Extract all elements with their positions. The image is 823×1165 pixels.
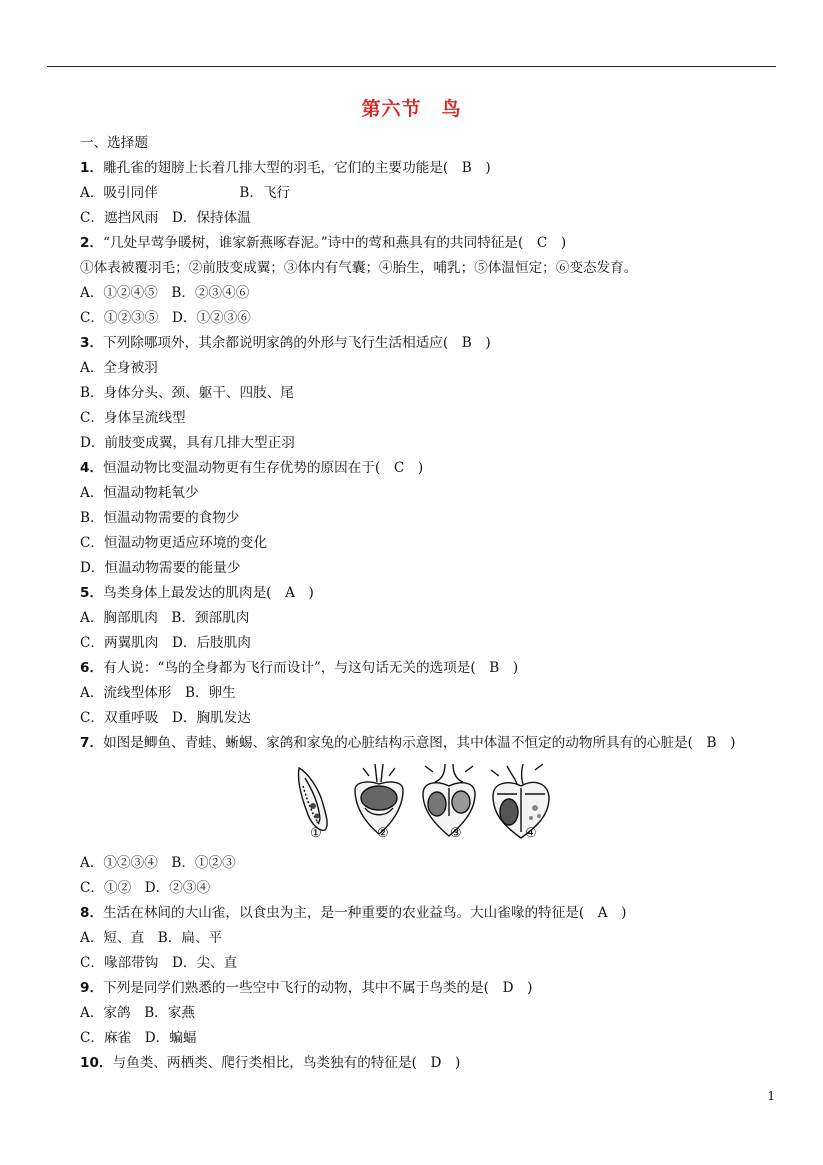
option-line: C．双重呼吸 D．胸肌发达 — [80, 710, 251, 726]
heart-figure — [80, 756, 780, 851]
question-number: 2． — [80, 235, 104, 251]
option-line: C．麻雀 D．蝙蝠 — [80, 1030, 197, 1046]
page-title: 第六节 鸟 — [361, 98, 462, 120]
question-number: 6． — [80, 660, 104, 676]
question-number: 9． — [80, 980, 104, 996]
option-line: A．短、直 B．扁、平 — [80, 930, 223, 946]
option-line: C．遮挡风雨 D．保持体温 — [80, 210, 251, 226]
question-stem — [80, 581, 780, 606]
question-number: 1． — [80, 160, 104, 176]
question-number: 5． — [80, 585, 104, 601]
option-line: C．身体呈流线型 — [80, 410, 186, 426]
lizard-heart-diagram — [423, 764, 475, 836]
question-stem — [80, 231, 780, 256]
question-text: 雕孔雀的翅膀上长着几排大型的羽毛，它们的主要功能是( B ) — [103, 160, 491, 176]
question-stem — [80, 656, 780, 681]
question-number: 7． — [80, 735, 104, 751]
fish-heart-diagram — [298, 768, 327, 830]
option-line: B．恒温动物需要的食物少 — [80, 510, 240, 526]
question-stem — [80, 901, 780, 926]
question-list — [80, 131, 780, 1076]
page-number: 1 — [767, 1089, 775, 1103]
option-line: A．家鸽 B．家燕 — [80, 1005, 195, 1021]
question-text: 如图是鲫鱼、青蛙、蜥蜴、家鸽和家兔的心脏结构示意图，其中体温不恒定的动物所具有的心脏是( B ) — [103, 735, 736, 751]
option-line: D．恒温动物需要的能量少 — [80, 560, 241, 576]
question-text: 鸟类身体上最发达的肌肉是( A ) — [103, 585, 314, 601]
question-text: 下列除哪项外，其余都说明家鸽的外形与飞行生活相适应( B ) — [103, 335, 491, 351]
question-text: 与鱼类、两栖类、爬行类相比，鸟类独有的特征是( D ) — [112, 1055, 461, 1071]
option-line: A．恒温动物耗氧少 — [80, 485, 199, 501]
bird-heart-diagram — [491, 764, 549, 838]
figure-label-1: ① — [310, 826, 322, 841]
option-line: A．流线型体形 B．卵生 — [80, 685, 236, 701]
question-stem — [80, 1051, 780, 1076]
question-text: 下列是同学们熟悉的一些空中飞行的动物，其中不属于鸟类的是( D ) — [103, 980, 533, 996]
option-line: A．吸引同伴 B．飞行 — [80, 185, 291, 201]
question-stem — [80, 331, 780, 356]
question-text: 有人说：“鸟的全身都为飞行而设计”，与这句话无关的选项是( B ) — [103, 660, 519, 676]
figure-label-4: ④ — [525, 826, 537, 841]
option-line: C．喙部带钩 D．尖、直 — [80, 955, 238, 971]
option-line: C．两翼肌肉 D．后肢肌肉 — [80, 635, 251, 651]
question-stem — [80, 731, 780, 756]
question-text: 生活在林间的大山雀，以食虫为主，是一种重要的农业益鸟。大山雀喙的特征是( A ) — [103, 905, 627, 921]
option-line: C．①② D．②③④ — [80, 880, 211, 896]
figure-label-2: ② — [377, 826, 389, 841]
question-text: 恒温动物比变温动物更有生存优势的原因在于( C ) — [103, 460, 424, 476]
option-line: C．①②③⑤ D．①②③⑥ — [80, 310, 251, 326]
option-line: A．全身被羽 — [80, 360, 158, 376]
option-line: A．胸部肌肉 B．颈部肌肉 — [80, 610, 250, 626]
frog-heart-diagram — [355, 764, 403, 834]
figure-label-3: ③ — [450, 826, 462, 841]
question-number: 8． — [80, 905, 104, 921]
header-rule — [47, 66, 776, 67]
statement-line: ①体表被覆羽毛；②前肢变成翼；③体内有气囊；④胎生，哺乳；⑤体温恒定；⑥变态发育。 — [80, 260, 638, 276]
option-line: A．①②④⑤ B．②③④⑥ — [80, 285, 250, 301]
question-number: 3． — [80, 335, 104, 351]
question-number: 4． — [80, 460, 104, 476]
question-stem — [80, 976, 780, 1001]
section-heading: 一、选择题 — [80, 135, 148, 151]
option-line: A．①②③④ B．①②③ — [80, 855, 236, 871]
option-line: C．恒温动物更适应环境的变化 — [80, 535, 268, 551]
question-stem — [80, 456, 780, 481]
question-number: 10． — [80, 1055, 113, 1071]
option-line: D．前肢变成翼，具有几排大型正羽 — [80, 435, 295, 451]
question-stem — [80, 156, 780, 181]
question-text: “几处早莺争暖树，谁家新燕啄春泥。”诗中的莺和燕具有的共同特征是( C ) — [103, 235, 567, 251]
option-line: B．身体分头、颈、躯干、四肢、尾 — [80, 385, 294, 401]
